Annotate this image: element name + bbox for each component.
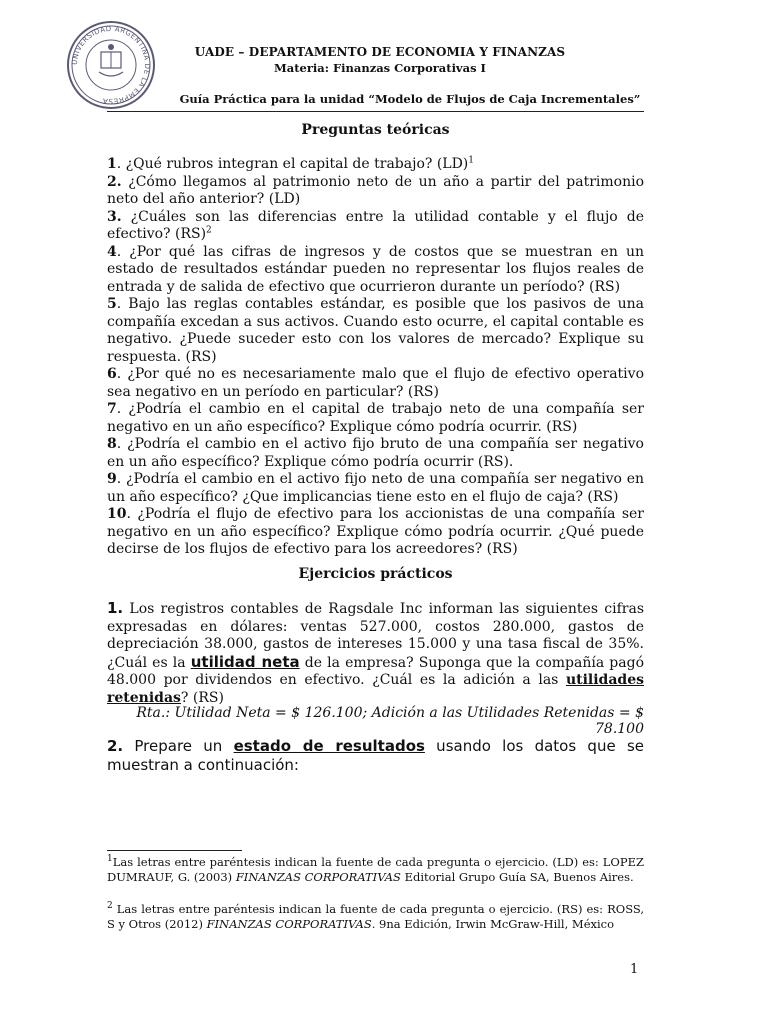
header-subject: Materia: Finanzas Corporativas I bbox=[274, 61, 486, 75]
footnote-ref-1: 1 bbox=[468, 155, 475, 166]
question-4: 4. ¿Por qué las cifras de ingresos y de costos que se muestran en un estado de resultados estándar pueden no representar los flujos reales de entrada y de salida de efectivo que ocurrieron durante un período? (RS) bbox=[107, 243, 644, 295]
term-estado-de-resultados: estado de resultados bbox=[233, 737, 425, 755]
header-divider bbox=[107, 111, 644, 112]
question-3: 3. ¿Cuáles son las diferencias entre la utilidad contable y el flujo de efectivo? (RS)$^2$ bbox=[107, 208, 644, 242]
page-number: 1 bbox=[630, 962, 639, 977]
term-utilidades-retenidas: utilidades retenidas bbox=[107, 672, 644, 706]
question-6: 6. ¿Por qué no es necesariamente malo que el flujo de efectivo operativo sea negativo en un período en particular? (RS) bbox=[107, 366, 644, 400]
footnote-1: $^1$Las letras entre paréntesis indican la fuente de cada pregunta o ejercicio. (LD) es: LOPEZ DUMRAUF, G. (2003) FINANZAS CORPORATIVAS Editorial Grupo Guía SA, Buenos Aires. bbox=[107, 854, 644, 884]
header-department: UADE – DEPARTAMENTO DE ECONOMIA Y FINANZAS bbox=[194, 45, 566, 59]
question-10: 10. ¿Podría el flujo de efectivo para los accionistas de una compañía ser negativo en un año específico? Explique cómo podría ocurrir. ¿Qué puede decirse de los flujos de efectivo para los acreedores? (RS) bbox=[107, 506, 644, 557]
footnote-2: $^2$ Las letras entre paréntesis indican la fuente de cada pregunta o ejercicio. (RS) es: ROSS, S y Otros (2012) FINANZAS CORPORATIVAS. 9na Edición, Irwin McGraw-Hill, México bbox=[107, 901, 644, 931]
exercise-2: 2. Prepare un estado de resultados usando los datos que se muestran a continuación: bbox=[107, 737, 644, 774]
questions-list bbox=[107, 156, 644, 559]
term-utilidad-neta: utilidad neta bbox=[190, 652, 300, 671]
question-7: 7. ¿Podría el cambio en el capital de trabajo neto de una compañía ser negativo en un año específico? Explique cómo podría ocurrir. (RS) bbox=[107, 401, 644, 435]
section-title-practicos: Ejercicios prácticos bbox=[298, 566, 453, 582]
section-title-teoricas: Preguntas teóricas bbox=[301, 122, 450, 138]
question-5: 5. Bajo las reglas contables estándar, es posible que los pasivos de una compañía excedan a sus activos. Cuando esto ocurre, el capital contable es negativo. ¿Puede suceder esto con los valores de mercado? Explique su respuesta. (RS) bbox=[107, 296, 644, 365]
question-8: 8. ¿Podría el cambio en el activo fijo bruto de una compañía ser negativo en un año específico? Explique cómo podría ocurrir (RS). bbox=[107, 436, 644, 470]
header-guide-title: Guía Práctica para la unidad “Modelo de Flujos de Caja Incrementales” bbox=[179, 92, 641, 106]
footnote-ref-2: 2 bbox=[206, 225, 212, 236]
footnote-divider bbox=[107, 850, 242, 851]
seal-text: UNIVERSIDAD ARGENTINA DE LA EMPRESA bbox=[70, 24, 152, 106]
exercise-1: 1. Los registros contables de Ragsdale Inc informan las siguientes cifras expresadas en dólares: ventas 527.000, costos 280.000, gastos de depreciación 38.000, gastos de intereses 15.000 y una tasa fiscal de 35%. ¿Cuál es la utilidad neta de la empresa? Suponga que la compañía pagó 48.000 por dividendos en efectivo. ¿Cuál es la adición a las utilidades retenidas? (RS) bbox=[107, 599, 645, 706]
question-9: 9. ¿Podría el cambio en el activo fijo neto de una compañía ser negativo en un año específico? ¿Que implicancias tiene esto en el flujo de caja? (RS) bbox=[107, 471, 644, 505]
exercise-1-answer: Rta.: Utilidad Neta = $ 126.100; Adición a las Utilidades Retenidas = $ 78.100 bbox=[136, 705, 644, 737]
question-1: 1. ¿Qué rubros integran el capital de trabajo? (LD)$^1$ bbox=[107, 155, 475, 172]
question-2: 2. ¿Cómo llegamos al patrimonio neto de un año a partir del patrimonio neto del año anterior? (LD) bbox=[107, 173, 644, 207]
